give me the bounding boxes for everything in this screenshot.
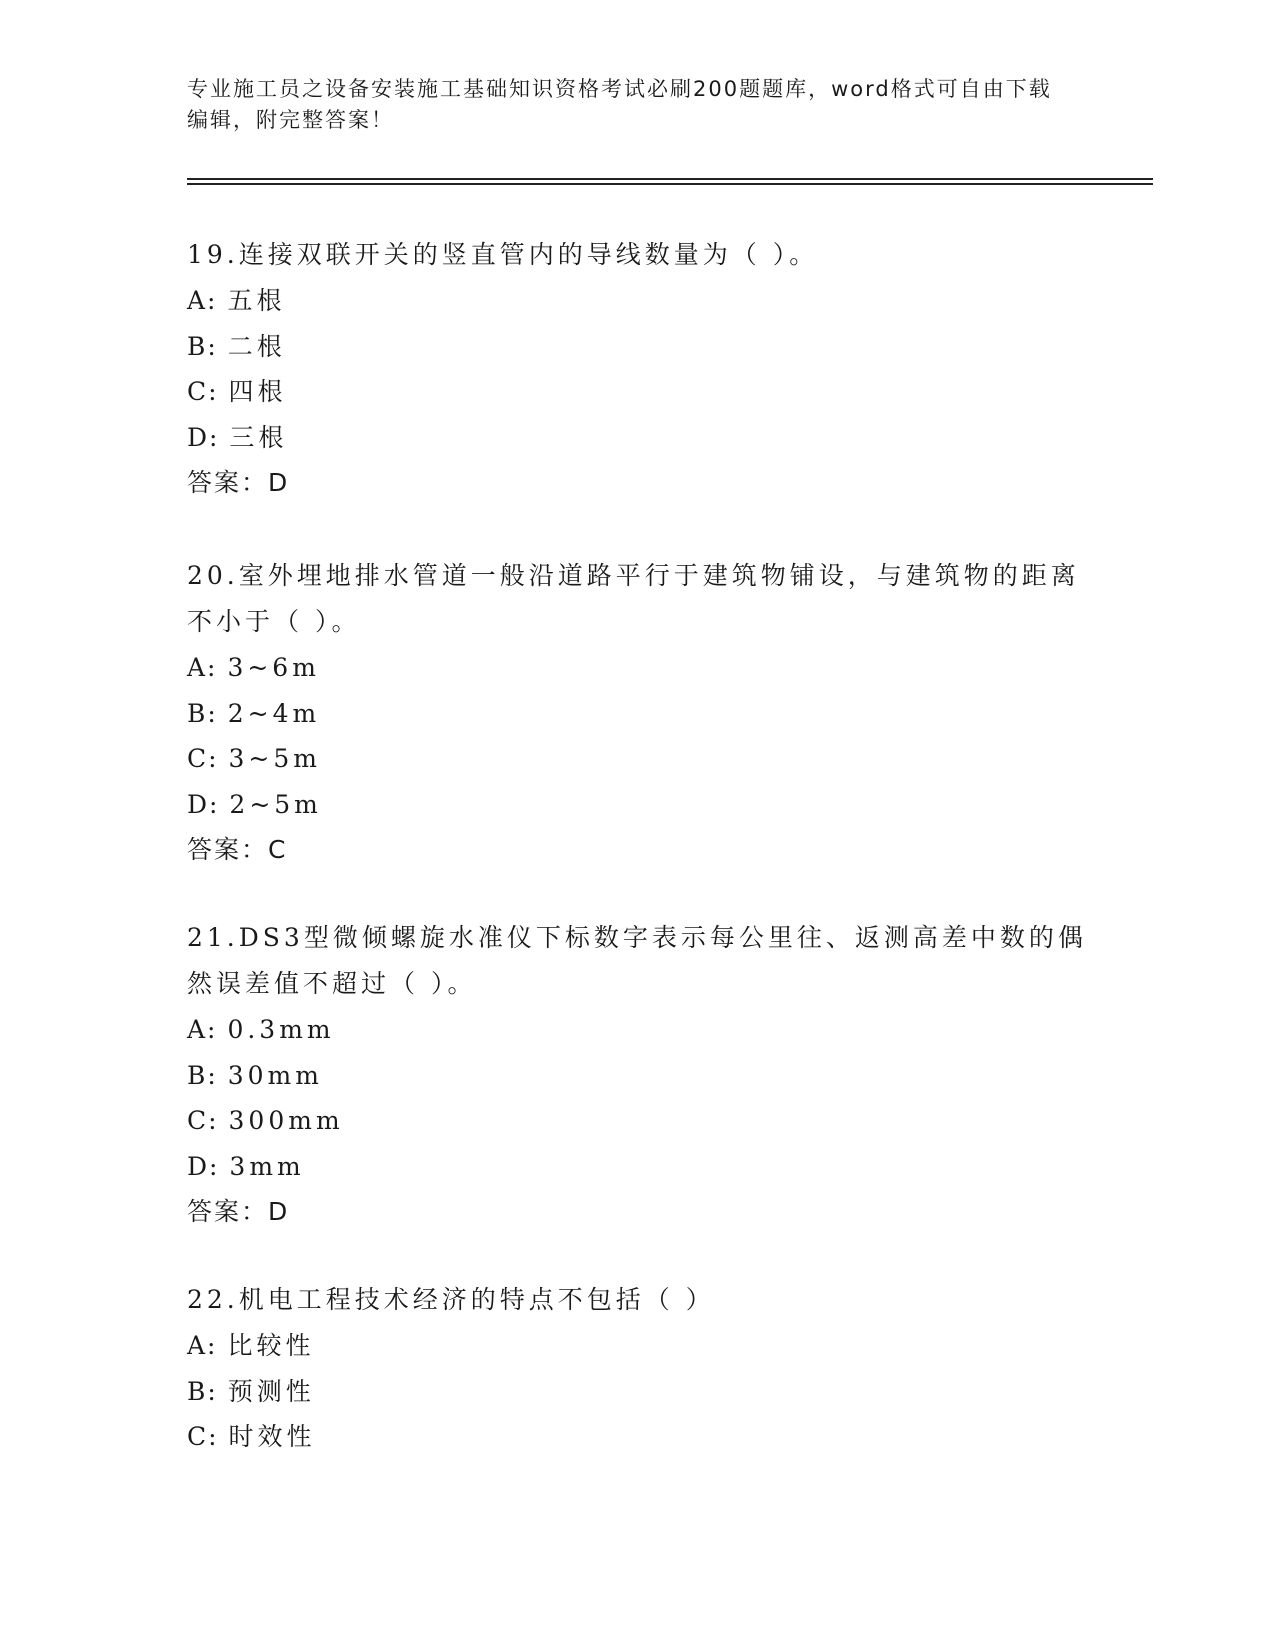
option-text: 30mm <box>227 1060 323 1090</box>
option-d <box>187 782 1087 828</box>
question-stem: 20.室外埋地排水管道一般沿道路平行于建筑物铺设，与建筑物的距离不小于（ ）。 <box>187 561 1080 636</box>
option-letter: C: <box>187 377 219 406</box>
option-text: 0.3mm <box>227 1015 335 1044</box>
option-b <box>187 691 1087 737</box>
question-stem: 21.DS3型微倾螺旋水准仪下标数字表示每公里往、返测高差中数的偶然误差值不超过（ ）。 <box>187 923 1087 998</box>
option-letter: A: <box>187 286 218 315</box>
option-text: 3~5m <box>228 744 321 773</box>
option-letter: B: <box>187 1376 218 1406</box>
option-b <box>187 1369 1087 1415</box>
answer-line: 答案：C <box>187 835 288 864</box>
option-letter: A: <box>187 653 218 682</box>
option-letter: D: <box>187 789 220 819</box>
option-d <box>187 415 1087 461</box>
option-text: 二根 <box>227 331 286 361</box>
option-b <box>187 1053 1087 1099</box>
option-c <box>187 1098 1087 1144</box>
option-text: 300mm <box>228 1106 344 1135</box>
question-stem: 19.连接双联开关的竖直管内的导线数量为（ ）。 <box>187 240 819 269</box>
option-letter: B: <box>187 1060 218 1090</box>
option-letter: D: <box>187 422 220 452</box>
question-22 <box>187 1277 1087 1460</box>
option-c <box>187 1414 1087 1460</box>
option-letter: C: <box>187 744 219 773</box>
option-a <box>187 645 1087 691</box>
option-text: 预测性 <box>227 1376 315 1406</box>
option-a <box>187 1323 1087 1369</box>
answer-line: 答案：D <box>187 1197 290 1226</box>
option-d <box>187 1144 1087 1190</box>
option-text: 时效性 <box>228 1422 316 1451</box>
option-text: 四根 <box>228 377 287 406</box>
option-b <box>187 324 1087 370</box>
option-text: 3mm <box>229 1151 305 1181</box>
option-c <box>187 736 1087 782</box>
question-19 <box>187 232 1087 505</box>
option-a <box>187 1007 1087 1053</box>
option-text: 2~5m <box>229 789 322 819</box>
option-text: 比较性 <box>227 1331 315 1360</box>
question-20 <box>187 553 1087 872</box>
option-letter: A: <box>187 1015 218 1044</box>
option-a <box>187 278 1087 324</box>
option-text: 五根 <box>227 286 286 315</box>
option-letter: C: <box>187 1106 219 1135</box>
option-letter: A: <box>187 1331 218 1360</box>
header-divider-bottom <box>187 183 1153 185</box>
option-c <box>187 369 1087 415</box>
document-header: 专业施工员之设备安装施工基础知识资格考试必刷200题题库，word格式可自由下载编辑，附完整答案！ <box>187 77 1052 132</box>
option-letter: B: <box>187 698 218 728</box>
option-text: 3~6m <box>227 653 320 682</box>
option-letter: D: <box>187 1151 220 1181</box>
option-text: 2~4m <box>227 698 321 728</box>
question-21 <box>187 915 1087 1234</box>
option-letter: B: <box>187 331 218 361</box>
answer-line: 答案：D <box>187 468 290 497</box>
option-text: 三根 <box>229 422 288 452</box>
header-divider-top <box>187 178 1153 180</box>
option-letter: C: <box>187 1422 219 1451</box>
question-stem: 22.机电工程技术经济的特点不包括（ ） <box>187 1285 715 1314</box>
